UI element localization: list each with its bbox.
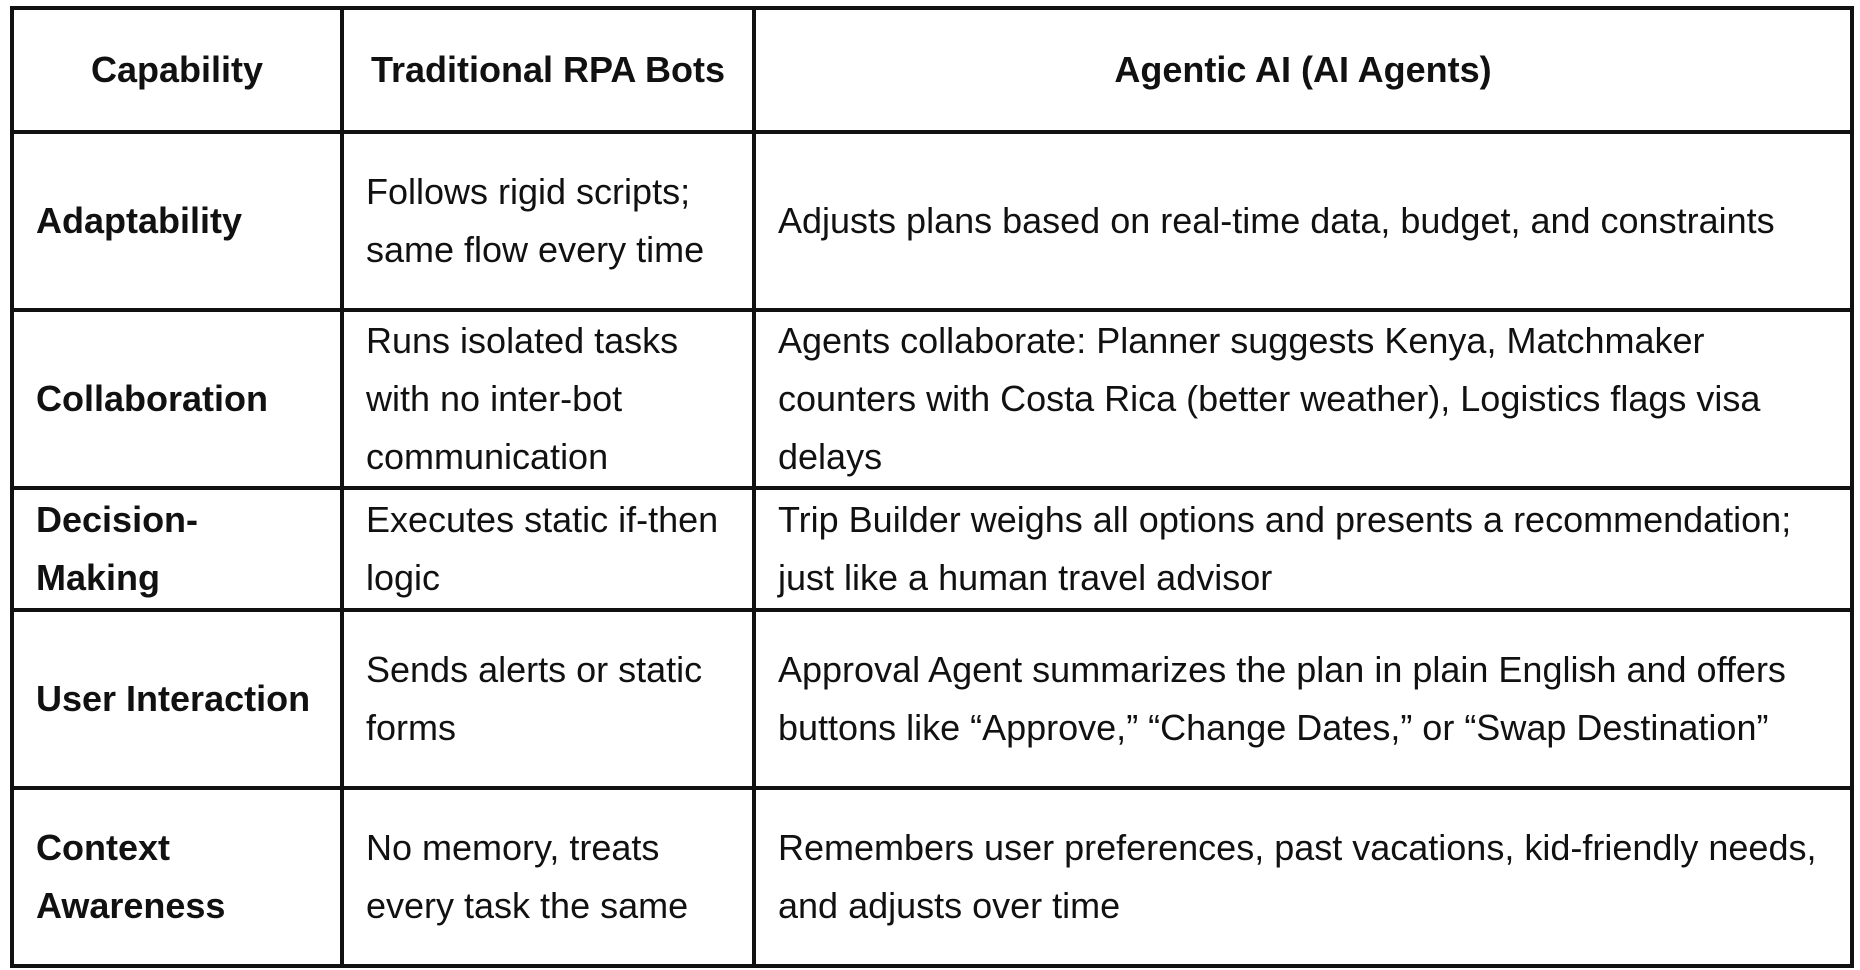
agentic-cell: Remembers user preferences, past vacations, kid-friendly needs, and adjusts over time: [754, 788, 1852, 966]
table-row: [12, 488, 1852, 610]
agentic-cell: Approval Agent summarizes the plan in plain English and offers buttons like “Approve,” “Change Dates,” or “Swap Destination”: [754, 610, 1852, 788]
capability-cell: User Interaction: [12, 610, 342, 788]
header-agentic: Agentic AI (AI Agents): [754, 8, 1852, 132]
table-row: [12, 310, 1852, 488]
agentic-cell: Adjusts plans based on real-time data, budget, and constraints: [754, 132, 1852, 310]
agentic-cell: Agents collaborate: Planner suggests Kenya, Matchmaker counters with Costa Rica (better weather), Logistics flags visa delays: [754, 310, 1852, 488]
table-row: [12, 788, 1852, 966]
header-capability: Capability: [12, 8, 342, 132]
capability-cell: Decision-Making: [12, 488, 342, 610]
rpa-cell: Runs isolated tasks with no inter-bot communication: [342, 310, 754, 488]
rpa-cell: No memory, treats every task the same: [342, 788, 754, 966]
rpa-cell: Sends alerts or static forms: [342, 610, 754, 788]
table-row: [12, 132, 1852, 310]
capability-cell: Adaptability: [12, 132, 342, 310]
comparison-table: [10, 6, 1854, 968]
table-row: [12, 610, 1852, 788]
header-row: [12, 8, 1852, 132]
rpa-cell: Follows rigid scripts; same flow every time: [342, 132, 754, 310]
capability-cell: Context Awareness: [12, 788, 342, 966]
header-rpa: Traditional RPA Bots: [342, 8, 754, 132]
agentic-cell: Trip Builder weighs all options and presents a recommendation; just like a human travel advisor: [754, 488, 1852, 610]
capability-cell: Collaboration: [12, 310, 342, 488]
rpa-cell: Executes static if-then logic: [342, 488, 754, 610]
